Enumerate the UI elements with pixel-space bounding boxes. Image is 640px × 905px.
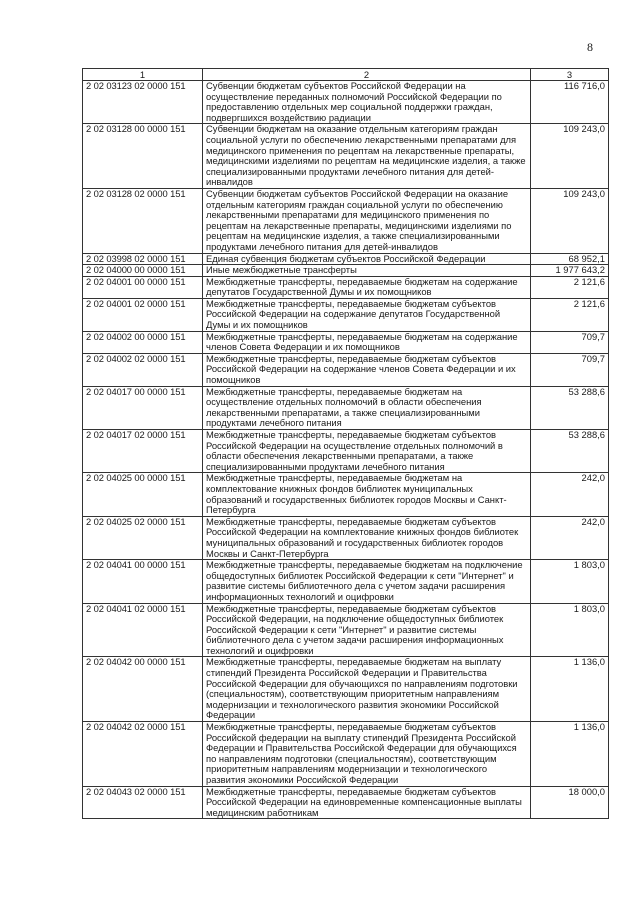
- row-description: Единая субвенция бюджетам субъектов Российской Федерации: [203, 253, 531, 265]
- row-description: Иные межбюджетные трансферты: [203, 265, 531, 277]
- page-number: 8: [587, 40, 593, 54]
- table-row: [83, 386, 609, 429]
- row-amount: 1 803,0: [531, 603, 609, 657]
- row-amount: 1 136,0: [531, 722, 609, 787]
- table-row: [83, 430, 609, 473]
- row-code: 2 02 04025 02 0000 151: [83, 516, 203, 559]
- row-description: Межбюджетные трансферты, передаваемые бюджетам субъектов Российской Федерации на содержание членов Совета Федерации и их помощников: [203, 353, 531, 386]
- row-code: 2 02 03128 00 0000 151: [83, 124, 203, 189]
- row-description: Межбюджетные трансферты, передаваемые бюджетам субъектов Российской Федерации на содержание депутатов Государственной Думы и их помощников: [203, 298, 531, 331]
- row-code: 2 02 04000 00 0000 151: [83, 265, 203, 277]
- row-code: 2 02 04025 00 0000 151: [83, 473, 203, 516]
- table-row: [83, 253, 609, 265]
- row-description: Межбюджетные трансферты, передаваемые бюджетам на содержание депутатов Государственной Думы и их помощников: [203, 276, 531, 298]
- table-row: [83, 473, 609, 516]
- row-code: 2 02 03123 02 0000 151: [83, 81, 203, 124]
- table-row: [83, 560, 609, 603]
- table-row: [83, 353, 609, 386]
- table-row: [83, 516, 609, 559]
- row-amount: 68 952,1: [531, 253, 609, 265]
- row-description: Межбюджетные трансферты, передаваемые бюджетам субъектов Российской Федерации, на подключение общедоступных библиотек Российской Федерации к сети "Интернет" и развитие системы библиотечного дела с учетом задачи расширения информационных технологий и оцифровки: [203, 603, 531, 657]
- row-description: Межбюджетные трансферты, передаваемые бюджетам на комплектование книжных фондов библиотек муниципальных образований и государственных библиотек городов Москвы и Санкт-Петербурга: [203, 473, 531, 516]
- row-description: Межбюджетные трансферты, передаваемые бюджетам на осуществление отдельных полномочий в области обеспечения лекарственными препаратами, а также специализированными продуктами лечебного питания: [203, 386, 531, 429]
- column-header-amount: 3: [531, 69, 609, 81]
- row-description: Межбюджетные трансферты, передаваемые бюджетам на содержание членов Совета Федерации и их помощников: [203, 331, 531, 353]
- row-amount: 709,7: [531, 331, 609, 353]
- row-description: Межбюджетные трансферты, передаваемые бюджетам субъектов Российской Федерации на единовременные компенсационные выплаты медицинским работникам: [203, 786, 531, 819]
- row-amount: 1 803,0: [531, 560, 609, 603]
- table-row: [83, 331, 609, 353]
- table-row: [83, 124, 609, 189]
- table-row: [83, 265, 609, 277]
- row-code: 2 02 04017 00 0000 151: [83, 386, 203, 429]
- row-description: Межбюджетные трансферты, передаваемые бюджетам субъектов Российской Федерации на комплектование книжных фондов библиотек муниципальных образований и государственных библиотек городов Москвы и Санкт-Петербурга: [203, 516, 531, 559]
- row-description: Субвенции бюджетам субъектов Российской Федерации на осуществление переданных полномочий Российской Федерации по предоставлению отдельных мер социальной поддержки граждан, подвергшихся воздействию радиации: [203, 81, 531, 124]
- row-amount: 2 121,6: [531, 298, 609, 331]
- row-code: 2 02 04002 00 0000 151: [83, 331, 203, 353]
- row-code: 2 02 03128 02 0000 151: [83, 188, 203, 253]
- row-amount: 116 716,0: [531, 81, 609, 124]
- row-code: 2 02 04042 02 0000 151: [83, 722, 203, 787]
- column-header-code: 1: [83, 69, 203, 81]
- row-code: 2 02 04017 02 0000 151: [83, 430, 203, 473]
- row-code: 2 02 04041 02 0000 151: [83, 603, 203, 657]
- row-description: Межбюджетные трансферты, передаваемые бюджетам субъектов Российской Федерации на осуществление отдельных полномочий в области обеспечения лекарственными препаратами, а также специализированными продуктами лечебного питания: [203, 430, 531, 473]
- row-code: 2 02 04041 00 0000 151: [83, 560, 203, 603]
- row-amount: 53 288,6: [531, 430, 609, 473]
- row-amount: 53 288,6: [531, 386, 609, 429]
- row-code: 2 02 04042 00 0000 151: [83, 657, 203, 722]
- row-amount: 1 136,0: [531, 657, 609, 722]
- row-amount: 1 977 643,2: [531, 265, 609, 277]
- row-amount: 242,0: [531, 516, 609, 559]
- table-row: [83, 188, 609, 253]
- row-description: Субвенции бюджетам на оказание отдельным категориям граждан социальной услуги по обеспечению лекарственными препаратами для медицинского применения по рецептам на лекарственные препараты, медицинскими изделиями по рецептам на медицинские изделия, а также специализированными продуктами лечебного питания для детей-инвалидов: [203, 124, 531, 189]
- row-amount: 109 243,0: [531, 124, 609, 189]
- row-amount: 709,7: [531, 353, 609, 386]
- row-description: Межбюджетные трансферты, передаваемые бюджетам на выплату стипендий Президента Российской Федерации и Правительства Российской Федерации для обучающихся по направлениям подготовки (специальностям), соответствующим приоритетным направлениям модернизации и технологического развития экономики Российской Федерации: [203, 657, 531, 722]
- row-description: Субвенции бюджетам субъектов Российской Федерации на оказание отдельным категориям граждан социальной услуги по обеспечению лекарственными препаратами для медицинского применения по рецептам на лекарственные препараты, медицинскими изделиями по рецептам на медицинские изделия, а также специализированными продуктами лечебного питания для детей-инвалидов: [203, 188, 531, 253]
- row-description: Межбюджетные трансферты, передаваемые бюджетам на подключение общедоступных библиотек Российской Федерации к сети "Интернет" и развитие системы библиотечного дела с учетом задачи расширения информационных технологий и оцифровки: [203, 560, 531, 603]
- row-code: 2 02 03998 02 0000 151: [83, 253, 203, 265]
- table-row: [83, 298, 609, 331]
- table-row: [83, 276, 609, 298]
- row-amount: 18 000,0: [531, 786, 609, 819]
- budget-table: [82, 68, 609, 819]
- table-row: [83, 603, 609, 657]
- row-code: 2 02 04002 02 0000 151: [83, 353, 203, 386]
- table-row: [83, 786, 609, 819]
- table-header-row: [83, 69, 609, 81]
- column-header-description: 2: [203, 69, 531, 81]
- row-code: 2 02 04043 02 0000 151: [83, 786, 203, 819]
- table-row: [83, 81, 609, 124]
- row-code: 2 02 04001 02 0000 151: [83, 298, 203, 331]
- table-row: [83, 722, 609, 787]
- row-amount: 242,0: [531, 473, 609, 516]
- table-row: [83, 657, 609, 722]
- row-amount: 2 121,6: [531, 276, 609, 298]
- row-amount: 109 243,0: [531, 188, 609, 253]
- row-description: Межбюджетные трансферты, передаваемые бюджетам субъектов Российской федерации на выплату стипендий Президента Российской Федерации и Правительства Российской Федерации для обучающихся по направлениям подготовки (специальностям), соответствующим приоритетным направлениям модернизации и технологического развития экономики Российской Федерации: [203, 722, 531, 787]
- row-code: 2 02 04001 00 0000 151: [83, 276, 203, 298]
